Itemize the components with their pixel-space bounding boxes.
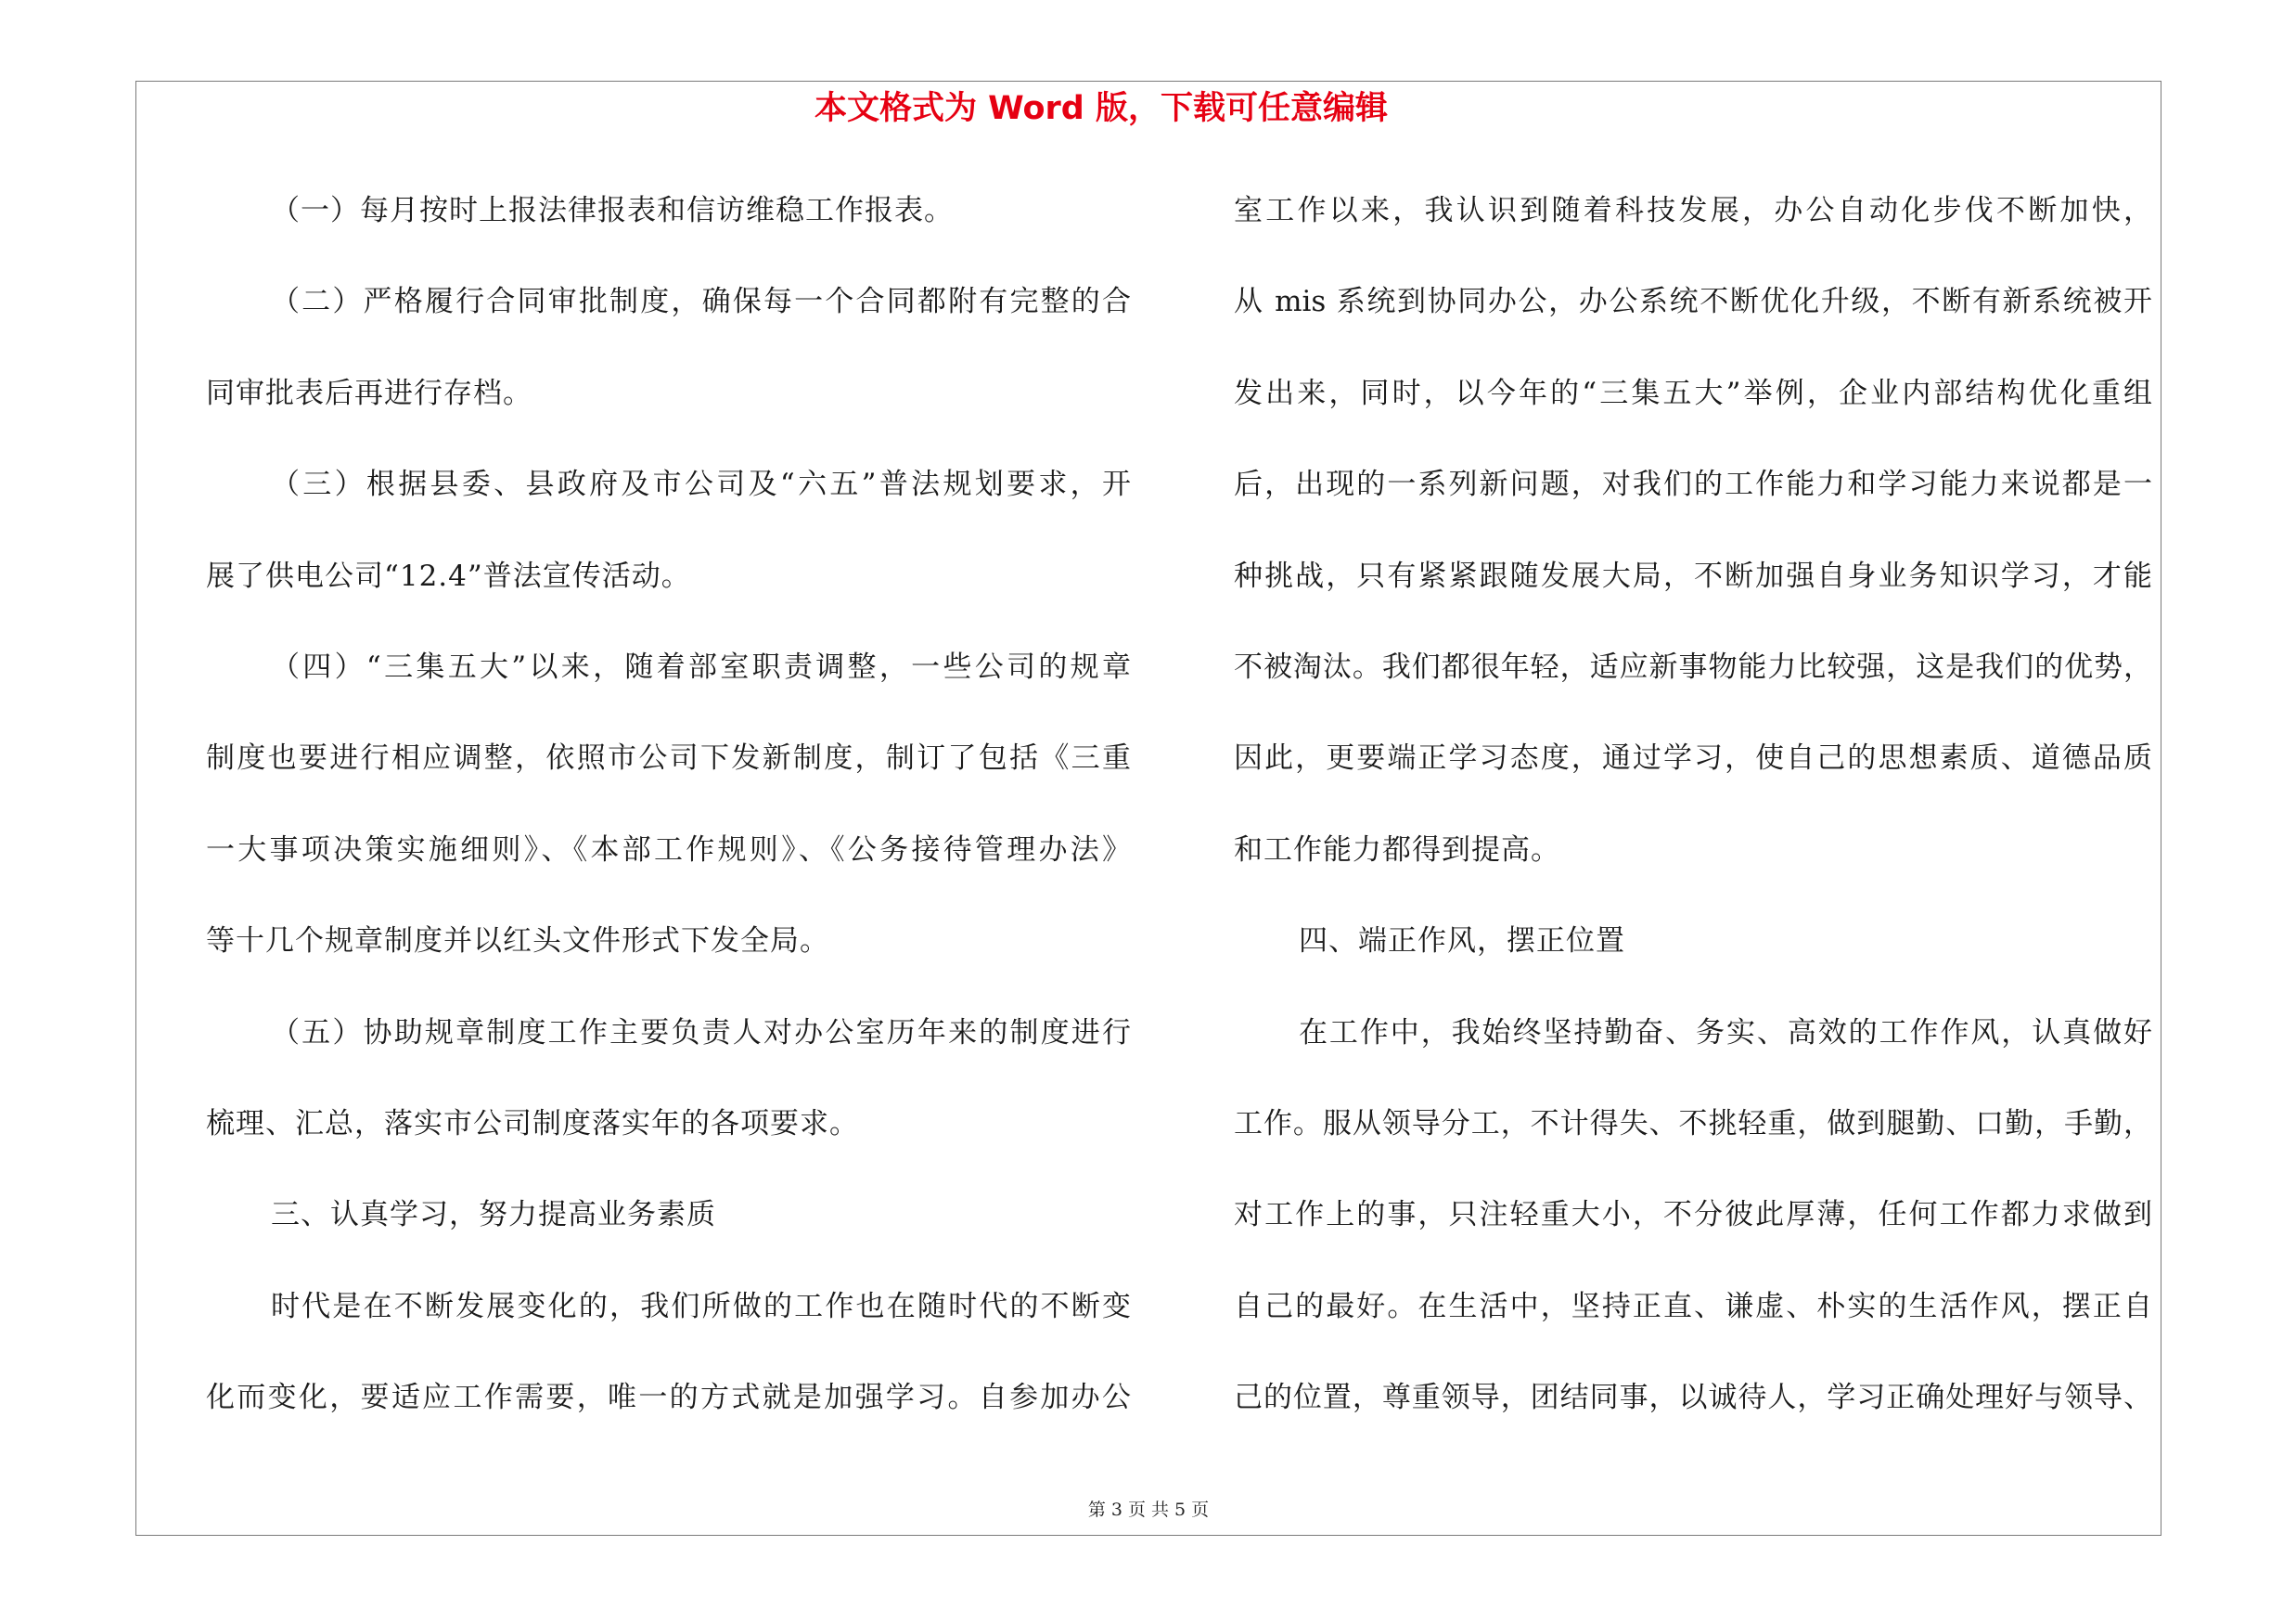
text-line: （五）协助规章制度工作主要负责人对办公室历年来的制度进行 <box>271 1015 1131 1050</box>
text-line: 己的位置，尊重领导，团结同事，以诚待人，学习正确处理好与领导、 <box>1234 1381 2152 1415</box>
text-line: 因此，更要端正学习态度，通过学习，使自己的思想素质、道德品质 <box>1234 741 2152 776</box>
text-line: （一）每月按时上报法律报表和信访维稳工作报表。 <box>271 194 954 227</box>
text-line: 自己的最好。在生活中，坚持正直、谦虚、朴实的生活作风，摆正自 <box>1234 1289 2152 1323</box>
text-line: （二）严格履行合同审批制度，确保每一个合同都附有完整的合 <box>271 285 1131 319</box>
text-line: 从 mis 系统到协同办公，办公系统不断优化升级，不断有新系统被开 <box>1234 285 2152 319</box>
text-line: 发出来，同时，以今年的“三集五大”举例，企业内部结构优化重组 <box>1234 376 2152 410</box>
text-line: 一大事项决策实施细则》、《本部工作规则》、《公务接待管理办法》 <box>206 832 1131 867</box>
left-text-column <box>206 165 1131 1443</box>
section-heading: 四、端正作风，摆正位置 <box>1299 924 1625 959</box>
section-heading: 三、认真学习，努力提高业务素质 <box>271 1198 716 1232</box>
text-line: 梳理、汇总，落实市公司制度落实年的各项要求。 <box>206 1106 859 1140</box>
header-notice: 本文格式为 Word 版，下载可任意编辑 <box>814 90 1389 127</box>
text-line: （三）根据县委、县政府及市公司及“六五”普法规划要求，开 <box>271 468 1131 502</box>
text-line: 化而变化，要适应工作需要，唯一的方式就是加强学习。自参加办公 <box>206 1381 1131 1415</box>
text-line: 室工作以来，我认识到随着科技发展，办公自动化步伐不断加快， <box>1234 194 2152 227</box>
text-line: 时代是在不断发展变化的，我们所做的工作也在随时代的不断变 <box>271 1289 1131 1323</box>
page-number-footer: 第 3 页 共 5 页 <box>1087 1500 1210 1520</box>
text-line: 工作。服从领导分工，不计得失、不挑轻重，做到腿勤、口勤，手勤， <box>1234 1106 2152 1140</box>
text-line: 在工作中，我始终坚持勤奋、务实、高效的工作作风，认真做好 <box>1299 1015 2152 1050</box>
text-line: 对工作上的事，只注轻重大小，不分彼此厚薄，任何工作都力求做到 <box>1234 1198 2152 1232</box>
text-line: 展了供电公司“12.4”普法宣传活动。 <box>206 559 691 593</box>
text-line: 等十几个规章制度并以红头文件形式下发全局。 <box>206 924 829 959</box>
text-line: 种挑战，只有紧紧跟随发展大局，不断加强自身业务知识学习，才能 <box>1234 559 2152 593</box>
text-line: 制度也要进行相应调整，依照市公司下发新制度，制订了包括《三重 <box>206 741 1131 776</box>
text-line: 同审批表后再进行存档。 <box>206 376 532 410</box>
right-text-column <box>1234 165 2152 1443</box>
text-line: （四）“三集五大”以来，随着部室职责调整，一些公司的规章 <box>271 650 1131 684</box>
text-line: 和工作能力都得到提高。 <box>1234 832 1560 867</box>
text-line: 后，出现的一系列新问题，对我们的工作能力和学习能力来说都是一 <box>1234 468 2152 502</box>
text-line: 不被淘汰。我们都很年轻，适应新事物能力比较强，这是我们的优势， <box>1234 650 2152 684</box>
